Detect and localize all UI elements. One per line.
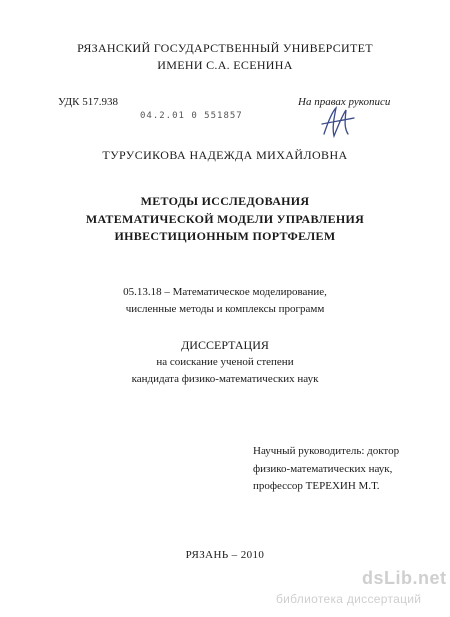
specialty-line-1: 05.13.18 – Математическое моделирование, <box>123 286 327 298</box>
udk-code: УДК 517.938 <box>58 96 119 108</box>
archive-stamp-number: 04.2.01 0 551857 <box>140 111 243 121</box>
specialty <box>0 284 450 318</box>
supervisor-line-1: Научный руководитель: доктор <box>253 445 400 457</box>
supervisor-line-3: профессор ТЕРЕХИН М.Т. <box>253 480 380 492</box>
watermark-logo: dsLib.net <box>362 568 447 588</box>
handwritten-signature <box>318 104 358 140</box>
title-line-3: ИНВЕСТИЦИОННЫМ ПОРТФЕЛЕМ <box>114 229 336 243</box>
university-line-2: ИМЕНИ С.А. ЕСЕНИНА <box>157 58 293 72</box>
supervisor-block <box>253 443 399 496</box>
rights-note: На правах рукописи <box>298 96 391 108</box>
title-line-2: МАТЕМАТИЧЕСКОЙ МОДЕЛИ УПРАВЛЕНИЯ <box>85 211 365 226</box>
degree-line-2: кандидата физико-математических наук <box>131 373 319 385</box>
dissertation-degree <box>0 337 450 388</box>
watermark-subtitle: библиотека диссертаций <box>276 592 422 606</box>
university-line-1: РЯЗАНСКИЙ ГОСУДАРСТВЕННЫЙ УНИВЕРСИТЕТ <box>77 41 373 55</box>
dissertation-heading: ДИССЕРТАЦИЯ <box>181 338 269 352</box>
title-line-1: МЕТОДЫ ИССЛЕДОВАНИЯ <box>140 194 310 208</box>
dissertation-title <box>0 193 450 246</box>
supervisor-line-2: физико-математических наук, <box>253 462 393 475</box>
author-name: ТУРУСИКОВА НАДЕЖДА МИХАЙЛОВНА <box>102 148 348 162</box>
city-year: РЯЗАНЬ – 2010 <box>185 549 265 561</box>
degree-line-1: на соискание ученой степени <box>156 356 294 368</box>
university-name <box>0 40 450 74</box>
specialty-line-2: численные методы и комплексы программ <box>125 303 325 315</box>
